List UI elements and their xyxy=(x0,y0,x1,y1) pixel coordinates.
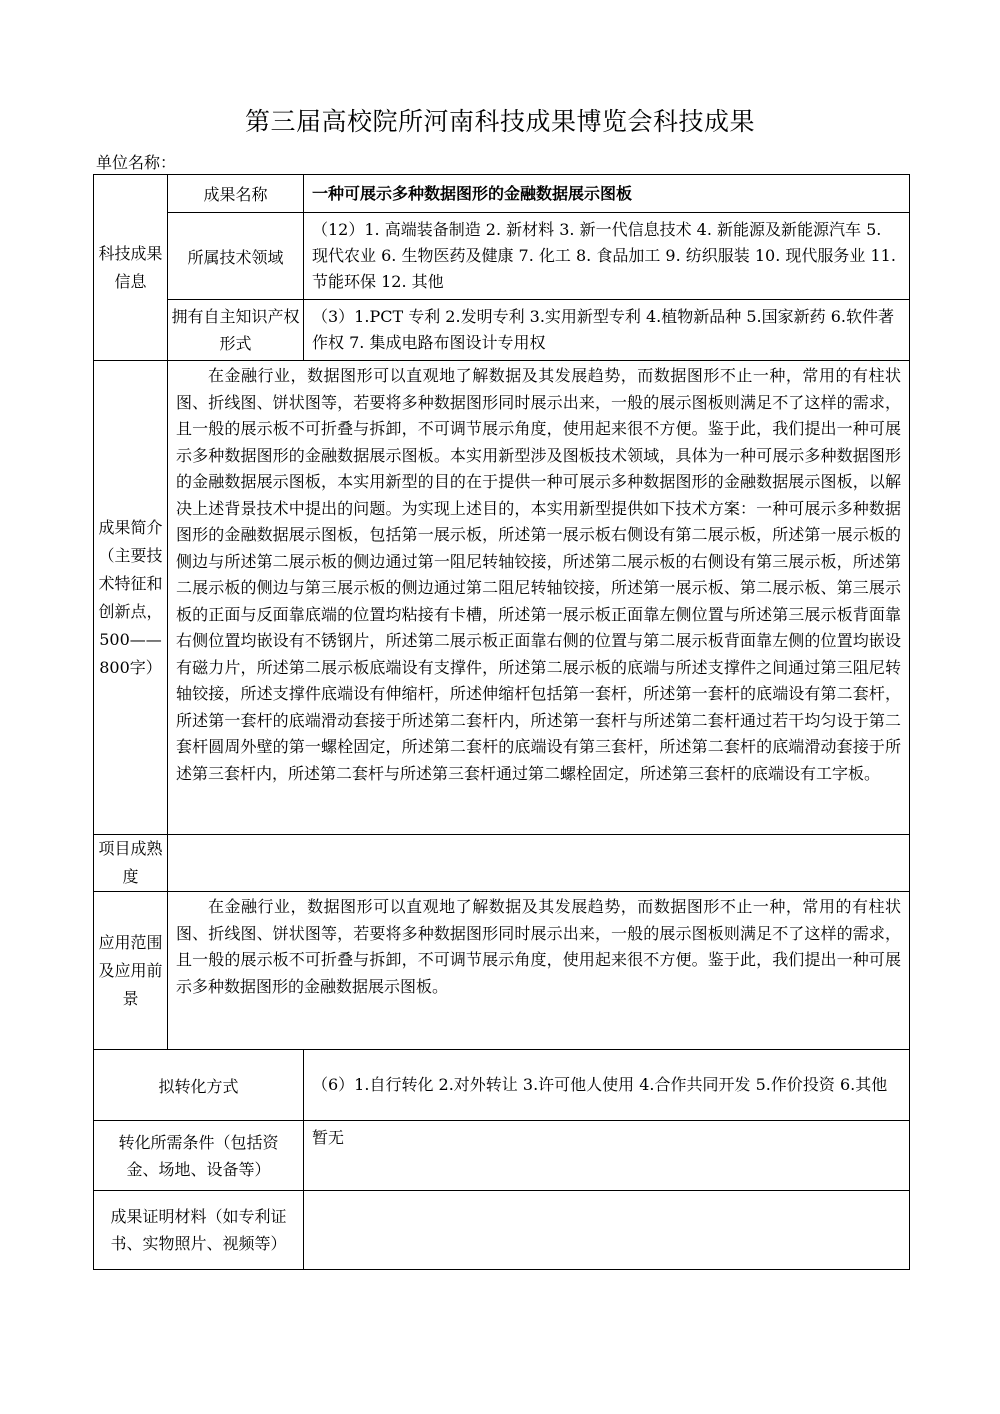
page-title: 第三届高校院所河南科技成果博览会科技成果 xyxy=(244,107,755,136)
name-label: 成果名称 xyxy=(203,185,268,204)
maturity-value-cell xyxy=(168,835,910,892)
maturity-label: 项目成熟度 xyxy=(98,839,163,886)
transfer-label-cell xyxy=(94,1050,304,1121)
conditions-value-cell xyxy=(304,1121,910,1191)
section-info-label: 科技成果信息 xyxy=(98,243,163,291)
summary-text-cell xyxy=(168,361,910,835)
conditions-value: 暂无 xyxy=(312,1128,345,1147)
ip-value: （3）1.PCT 专利 2.发明专利 3.实用新型专利 4.植物新品种 5.国家新药 6.软件著作权 7. 集成电路布图设计专用权 xyxy=(312,307,894,352)
name-label-cell xyxy=(168,175,304,213)
unit-name-label: 单位名称： xyxy=(96,153,177,172)
transfer-label: 拟转化方式 xyxy=(158,1076,239,1096)
transfer-value: （6）1.自行转化 2.对外转让 3.许可他人使用 4.合作共同开发 5.作价投资 6.其他 xyxy=(312,1075,888,1094)
application-text-cell xyxy=(168,892,910,1050)
ip-value-cell xyxy=(304,300,910,361)
achievement-form-table xyxy=(93,174,910,1270)
field-label: 所属技术领域 xyxy=(187,247,284,267)
application-text: 在金融行业，数据图形可以直观地了解数据及其发展趋势，而数据图形不止一种，常用的有柱状图、折线图、饼状图等，若要将多种数据图形同时展示出来，一般的展示图板则满足不了这样的需求，且一般的展示板不可折叠与拆卸，不可调节展示角度，使用起来很不方便。鉴于此，我们提出一种可展示多种数据图形的金融数据展示图板。 xyxy=(176,897,901,996)
ip-label-cell xyxy=(168,300,304,361)
field-value-cell xyxy=(304,213,910,300)
application-label: 应用范围及应用前景 xyxy=(98,932,163,1008)
ip-label: 拥有自主知识产权形式 xyxy=(171,307,300,353)
application-label-cell xyxy=(94,892,168,1050)
evidence-label-cell xyxy=(94,1191,304,1270)
summary-text: 在金融行业，数据图形可以直观地了解数据及其发展趋势，而数据图形不止一种，常用的有柱状图、折线图、饼状图等，若要将多种数据图形同时展示出来，一般的展示图板则满足不了这样的需求，且一般的展示板不可折叠与拆卸，不可调节展示角度，使用起来很不方便。鉴于此，我们提出一种可展示多种数据图形的金融数据展示图板。本实用新型涉及图板技术领域，具体为一种可展示多种数据图形的金融数据展示图板，本实用新型的目的在于提供一种可展示多种数据图形的金融数据展示图板，以解决上述背景技术中提出的问题。为实现上述目的，本实用新型提供如下技术方案：一种可展示多种数据图形的金融数据展示图板，包括第一展示板，所述第一展示板右侧设有第二展示板，所述第一展示板的侧边与所述第二展示板的侧边通过第一阻尼转轴铰接，所述第二展示板的右侧设有第三展示板，所述第二展示板的侧边与第三展示板的侧边通过第二阻尼转轴铰接，所述第一展示板、第二展示板、第三展示板的正面与反面靠底端的位置均粘接有卡槽，所述第一展示板正面靠左侧位置与所述第三展示板背面靠右侧位置均嵌设有不锈钢片，所述第二展示板正面靠右侧的位置与第二展示板背面靠左侧的位置均嵌设有磁力片，所述第二展示板底端设有支撑件，所述第二展示板的底端与所述支撑件之间通过第三阻尼转轴铰接，所述支撑件底端设有伸缩杆，所述伸缩杆包括第一套杆，所述第一套杆的底端设有第二套杆，所述第一套杆的底端滑动套接于所述第二套杆内，所述第一套杆与所述第二套杆通过若干均匀设于第二套杆圆周外壁的第一螺栓固定，所述第二套杆的底端设有第三套杆，所述第二套杆的底端滑动套接于所述第三套杆内，所述第二套杆与所述第三套杆通过第二螺栓固定，所述第三套杆的底端设有工字板。 xyxy=(176,366,901,783)
field-value: （12）1. 高端装备制造 2. 新材料 3. 新一代信息技术 4. 新能源及新能源汽车 5. 现代农业 6. 生物医药及健康 7. 化工 8. 食品加工 9. 纺织服装 10. 现代服务业 11. 节能环保 12. 其他 xyxy=(312,220,896,291)
summary-label-cell xyxy=(94,361,168,835)
field-label-cell xyxy=(168,213,304,300)
summary-label: 成果简介（主要技术特征和创新点，500——800字） xyxy=(98,517,163,677)
conditions-label-cell xyxy=(94,1121,304,1191)
section-info-cell xyxy=(94,175,168,361)
maturity-label-cell xyxy=(94,835,168,892)
name-value-cell xyxy=(304,175,910,213)
evidence-label: 成果证明材料（如专利证书、实物照片、视频等） xyxy=(110,1207,287,1253)
transfer-value-cell xyxy=(304,1050,910,1121)
evidence-value-cell xyxy=(304,1191,910,1270)
name-value: 一种可展示多种数据图形的金融数据展示图板 xyxy=(312,183,633,203)
conditions-label: 转化所需条件（包括资金、场地、设备等） xyxy=(118,1132,279,1179)
